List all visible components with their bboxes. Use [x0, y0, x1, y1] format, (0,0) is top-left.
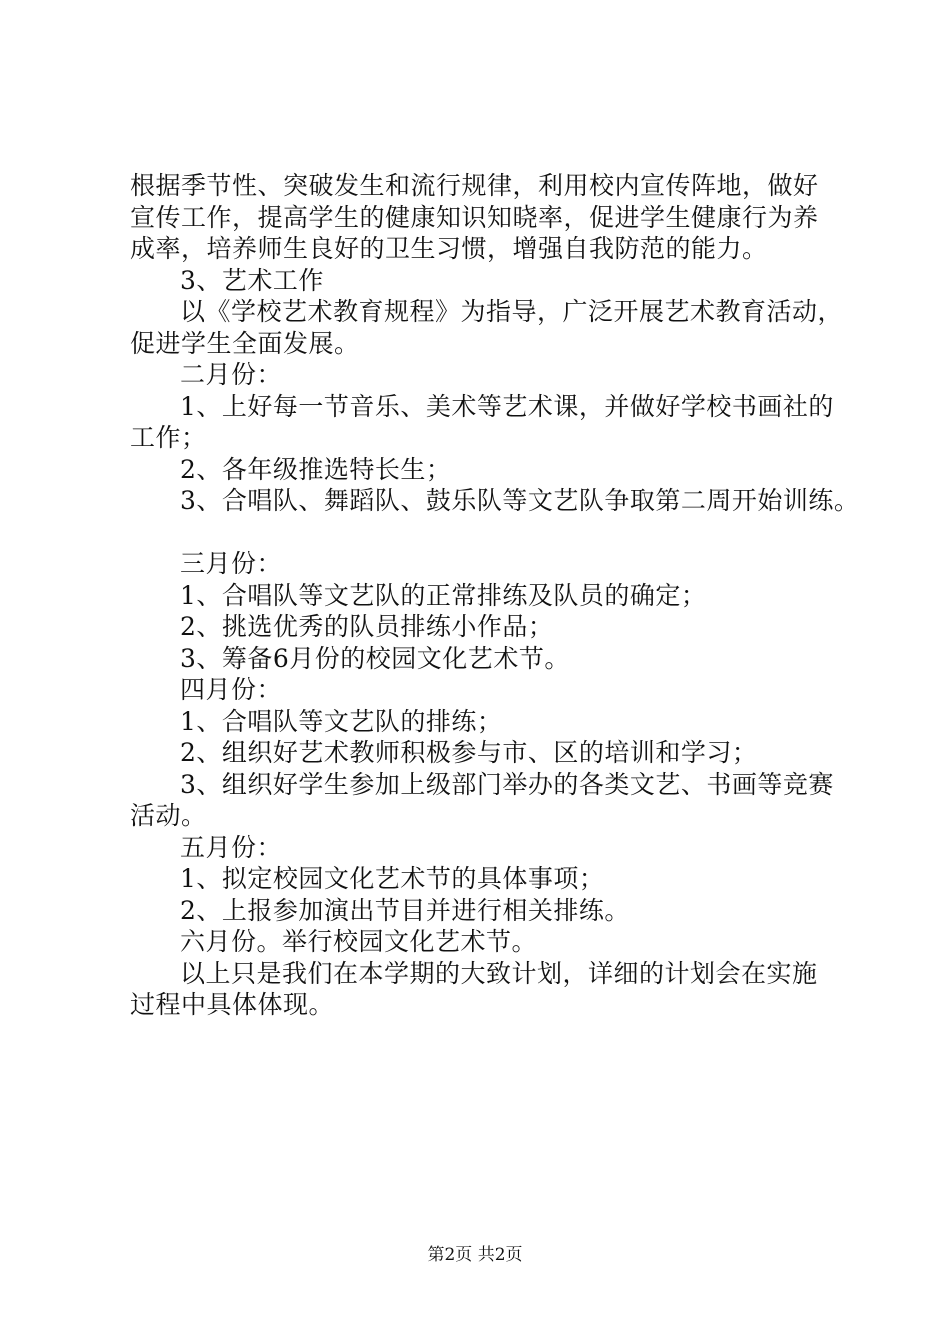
list-item-continuation: 工作；	[130, 423, 207, 452]
list-item: 2、组织好艺术教师积极参与市、区的培训和学习；	[180, 738, 758, 767]
paragraph-line: 以《学校艺术教育规程》为指导，广泛开展艺术教育活动，	[180, 297, 844, 326]
document-body	[130, 170, 860, 1021]
month-heading: 三月份：	[180, 549, 283, 578]
list-item: 1、合唱队等文艺队的排练；	[180, 706, 503, 736]
paragraph-line: 根据季节性、突破发生和流行规律，利用校内宣传阵地，做好	[130, 171, 819, 200]
month-heading: 二月份：	[180, 360, 283, 389]
page-footer: 第2页 共2页	[427, 1245, 523, 1265]
month-heading: 四月份：	[180, 675, 283, 704]
list-item: 3、组织好学生参加上级部门举办的各类文艺、书画等竞赛	[180, 769, 834, 799]
paragraph-line: 成率，培养师生良好的卫生习惯，增强自我防范的能力。	[130, 234, 768, 263]
list-item: 1、上好每一节音乐、美术等艺术课，并做好学校书画社的	[180, 391, 834, 421]
paragraph-line: 促进学生全面发展。	[130, 328, 360, 358]
list-item: 2、挑选优秀的队员排练小作品；	[180, 612, 554, 641]
list-item: 1、合唱队等文艺队的正常排练及队员的确定；	[180, 580, 707, 610]
list-item: 2、上报参加演出节目并进行相关排练。	[180, 895, 630, 925]
list-item: 3、筹备6月份的校园文化艺术节。	[180, 643, 570, 673]
list-item-continuation: 活动。	[130, 801, 207, 830]
list-item: 1、拟定校园文化艺术节的具体事项；	[180, 864, 605, 893]
blank-line	[130, 517, 850, 549]
list-item: 2、各年级推选特长生；	[180, 454, 452, 484]
paragraph-line: 过程中具体体现。	[130, 990, 335, 1019]
list-item: 3、合唱队、舞蹈队、鼓乐队等文艺队争取第二周开始训练。	[180, 486, 860, 515]
section-heading: 3、艺术工作	[180, 265, 324, 295]
paragraph-line: 以上只是我们在本学期的大致计划，详细的计划会在实施	[180, 958, 818, 988]
paragraph-line: 宣传工作，提高学生的健康知识知晓率，促进学生健康行为养	[130, 202, 819, 232]
month-heading: 六月份。举行校园文化艺术节。	[180, 927, 538, 956]
month-heading: 五月份：	[180, 832, 283, 862]
